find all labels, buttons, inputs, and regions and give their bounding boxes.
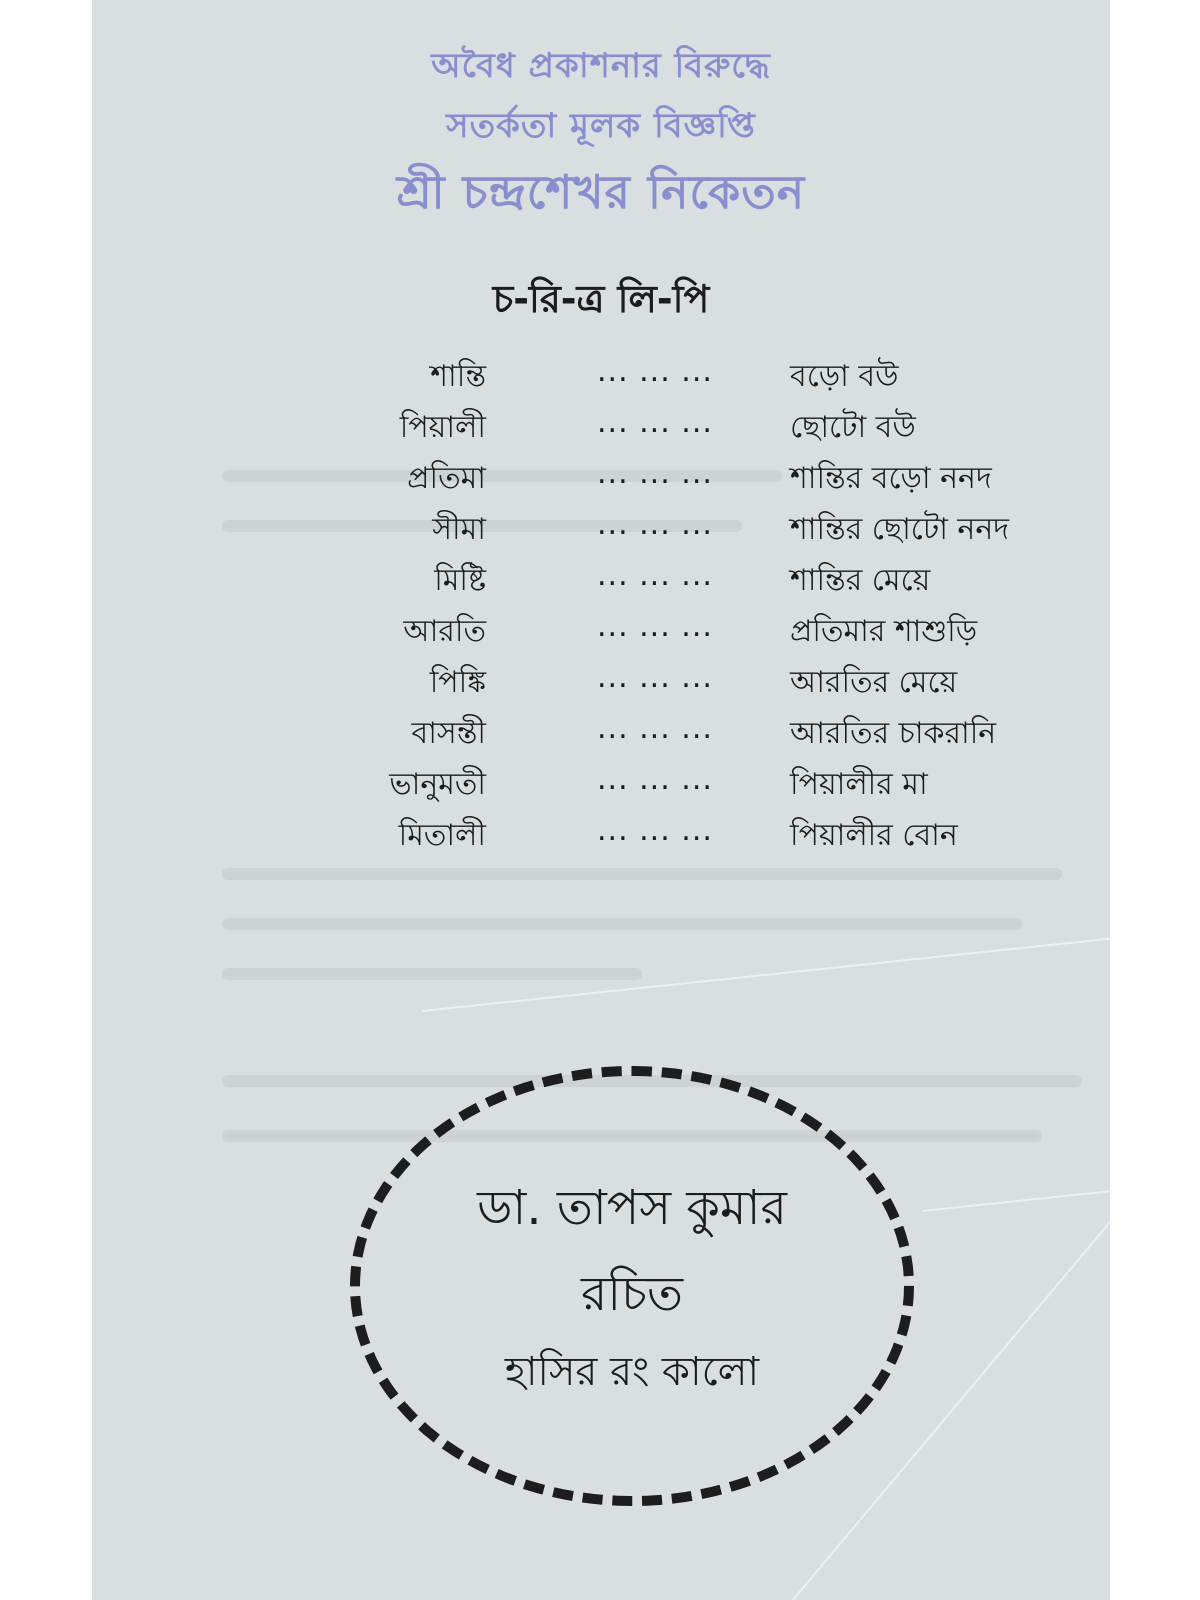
composed-label: রচিত bbox=[580, 1266, 684, 1322]
character-name: সীমা bbox=[432, 512, 486, 547]
character-role: ছোটো বউ bbox=[790, 410, 916, 445]
character-role: পিয়ালীর মা bbox=[790, 767, 928, 802]
paper-crease bbox=[922, 1189, 1110, 1212]
cast-row bbox=[92, 811, 1110, 862]
character-name: মিতালী bbox=[398, 818, 486, 853]
cast-row bbox=[92, 658, 1110, 709]
cast-row bbox=[92, 556, 1110, 607]
leader-dots: ... ... ... bbox=[597, 354, 713, 389]
leader-dots: ... ... ... bbox=[597, 711, 713, 746]
character-name: শান্তি bbox=[430, 359, 486, 394]
cast-row bbox=[92, 760, 1110, 811]
cast-list-title: চ-রি-ত্র লি-পি bbox=[492, 277, 710, 321]
leader-dots: ... ... ... bbox=[597, 456, 713, 491]
cast-row bbox=[92, 454, 1110, 505]
bleed-through-line bbox=[222, 968, 642, 980]
book-page bbox=[92, 0, 1110, 1600]
leader-dots: ... ... ... bbox=[597, 813, 713, 848]
stamp-line-3: শ্রী চন্দ্রশেখর নিকেতন bbox=[396, 165, 806, 219]
character-name: প্রতিমা bbox=[407, 461, 486, 496]
character-name: ভানুমতী bbox=[389, 767, 486, 802]
cast-row bbox=[92, 352, 1110, 403]
cast-row bbox=[92, 505, 1110, 556]
character-name: মিষ্টি bbox=[434, 563, 486, 598]
leader-dots: ... ... ... bbox=[597, 660, 713, 695]
character-role: শান্তির মেয়ে bbox=[790, 563, 931, 598]
character-role: প্রতিমার শাশুড়ি bbox=[790, 614, 978, 649]
cast-row bbox=[92, 709, 1110, 760]
leader-dots: ... ... ... bbox=[597, 609, 713, 644]
bleed-through-line bbox=[222, 868, 1062, 880]
cast-row bbox=[92, 607, 1110, 658]
character-role: শান্তির ছোটো ননদ bbox=[790, 512, 1010, 547]
stamp-line-1: অবৈধ প্রকাশনার বিরুদ্ধে bbox=[431, 46, 771, 86]
author-name: ডা. তাপস কুমার bbox=[477, 1180, 787, 1236]
character-role: আরতির চাকরানি bbox=[790, 716, 997, 751]
book-title: হাসির রং কালো bbox=[504, 1349, 760, 1395]
stamp-line-2: সতর্কতা মূলক বিজ্ঞপ্তি bbox=[446, 106, 756, 146]
leader-dots: ... ... ... bbox=[597, 507, 713, 542]
cast-row bbox=[92, 403, 1110, 454]
character-name: পিঙ্কি bbox=[429, 665, 486, 700]
character-role: শান্তির বড়ো ননদ bbox=[790, 461, 992, 496]
leader-dots: ... ... ... bbox=[597, 762, 713, 797]
leader-dots: ... ... ... bbox=[597, 405, 713, 440]
character-role: পিয়ালীর বোন bbox=[790, 818, 958, 853]
character-name: পিয়ালী bbox=[399, 410, 486, 445]
character-role: বড়ো বউ bbox=[790, 359, 899, 394]
bleed-through-line bbox=[222, 918, 1022, 930]
character-name: বাসন্তী bbox=[411, 716, 486, 751]
cast-list bbox=[92, 352, 1110, 862]
leader-dots: ... ... ... bbox=[597, 558, 713, 593]
character-role: আরতির মেয়ে bbox=[790, 665, 958, 700]
character-name: আরতি bbox=[403, 614, 486, 649]
